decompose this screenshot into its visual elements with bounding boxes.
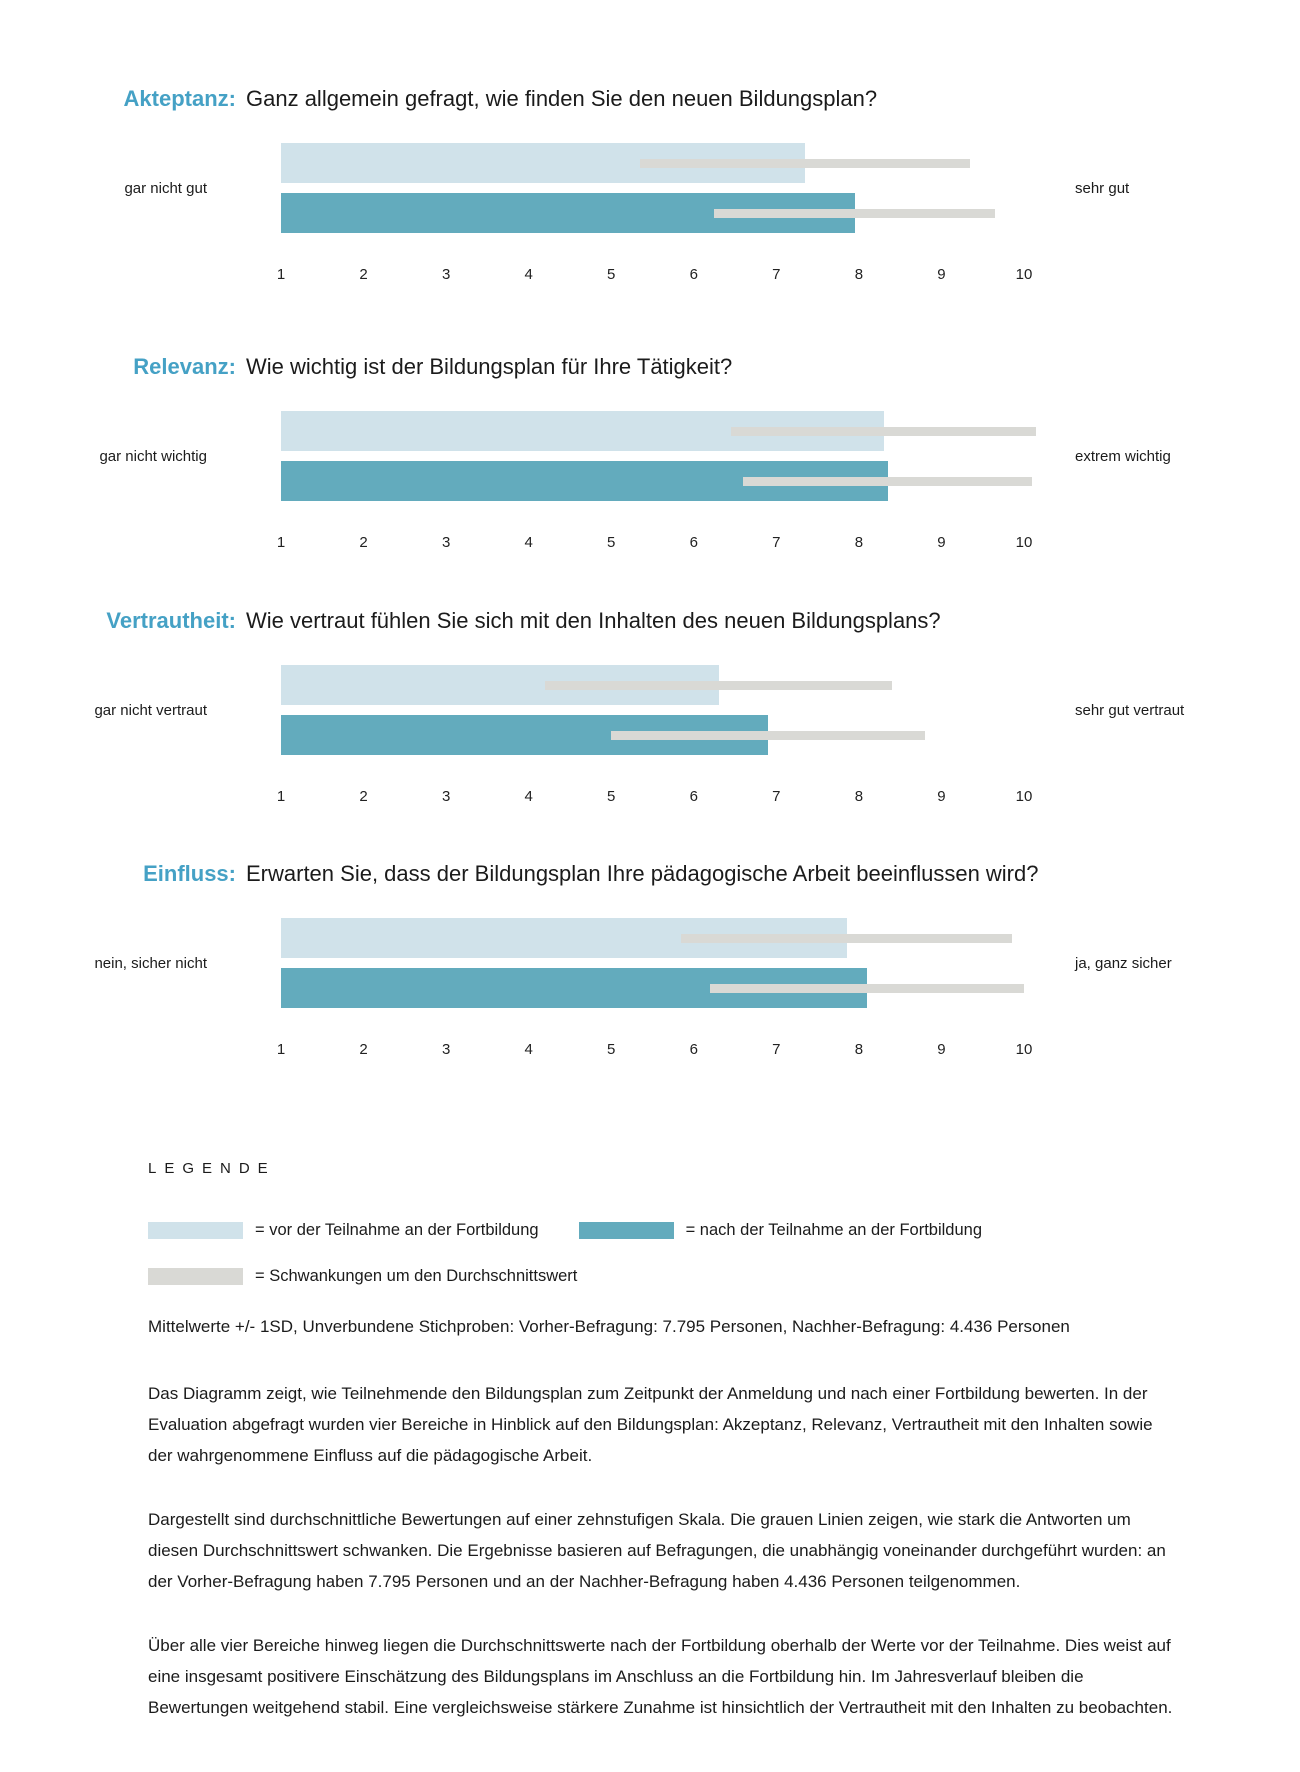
axis-tick-label: 1	[276, 788, 286, 805]
axis-tick-label: 9	[937, 534, 946, 551]
axis-tick-label: 9	[937, 788, 946, 805]
chart-section-akzeptanz	[0, 84, 1300, 294]
error-bar-before	[681, 934, 1011, 943]
chart-title-keyword: Einfluss:	[143, 861, 236, 886]
scale-label-left: nein, sicher nicht	[94, 954, 207, 972]
axis-tick-label: 8	[854, 788, 864, 805]
axis-tick-label: 3	[441, 788, 451, 805]
chart-title-question: Ganz allgemein gefragt, wie finden Sie den neuen Bildungsplan?	[246, 86, 878, 111]
error-bar-after	[710, 984, 1024, 993]
chart-title	[0, 606, 941, 636]
chart-title-question: Erwarten Sie, dass der Bildungsplan Ihre pädagogische Arbeit beeinflussen wird?	[246, 861, 1039, 886]
chart-title-keyword: Vertrautheit:	[106, 608, 236, 633]
scale-label-right: extrem wichtig	[1075, 447, 1171, 465]
legend-swatch-error	[148, 1268, 243, 1285]
axis	[276, 788, 1033, 806]
axis-tick-label: 1	[276, 266, 286, 283]
axis-tick-label: 8	[854, 266, 864, 283]
error-bar-before	[731, 427, 1036, 436]
error-bar-before	[640, 159, 970, 168]
axis-tick-label: 9	[937, 1041, 946, 1058]
scale-label-right: ja, ganz sicher	[1075, 954, 1172, 972]
legend-row-error	[148, 1267, 1218, 1286]
legend-swatch-before	[148, 1222, 243, 1239]
axis-tick-label: 1	[276, 534, 286, 551]
scale-label-right: sehr gut	[1075, 179, 1130, 197]
bar-row-before	[281, 411, 1024, 451]
bar-row-after	[281, 193, 1024, 233]
legend-swatch-after	[579, 1222, 674, 1239]
chart-section-vertrautheit	[0, 606, 1300, 816]
bar-track	[276, 411, 1033, 552]
legend-note: Mittelwerte +/- 1SD, Unverbundene Stichproben: Vorher-Befragung: 7.795 Personen, Nachher-Befragung: 4.436 Personen	[148, 1317, 1070, 1336]
axis-tick-label: 3	[441, 534, 451, 551]
description-paragraph: Dargestellt sind durchschnittliche Bewertungen auf einer zehnstufigen Skala. Die grauen Linien zeigen, wie stark die Antworten um diesen Durchschnittswert schwanken. Die Ergebnisse basieren auf Befragungen, die unabhängig voneinander durchgeführt wurden: an der Vorher-Befragung haben 7.795 Personen und an der Nachher-Befragung haben 4.436 Personen teilgenommen.	[148, 1510, 1166, 1591]
legend	[148, 1160, 1218, 1337]
axis-tick-label: 10	[1015, 534, 1033, 551]
axis-tick-label: 3	[441, 266, 451, 283]
axis-tick-label: 7	[772, 788, 781, 805]
axis-tick-label: 4	[524, 788, 533, 805]
bar-row-after	[281, 968, 1024, 1008]
chart-title-question: Wie wichtig ist der Bildungsplan für Ihre Tätigkeit?	[246, 354, 733, 379]
legend-label-after: = nach der Teilnahme an der Fortbildung	[685, 1221, 983, 1239]
description-paragraph: Das Diagramm zeigt, wie Teilnehmende den Bildungsplan zum Zeitpunkt der Anmeldung und nach einer Fortbildung bewerten. In der Evaluation abgefragt wurden vier Bereiche in Hinblick auf den Bildungsplan: Akzeptanz, Relevanz, Vertrautheit mit den Inhalten sowie der wahrgenommene Einfluss auf die pädagogische Arbeit.	[148, 1384, 1153, 1465]
axis-tick-label: 2	[359, 534, 368, 551]
error-bar-after	[743, 477, 1032, 486]
axis-tick-label: 7	[772, 534, 781, 551]
description-paragraph: Über alle vier Bereiche hinweg liegen die Durchschnittswerte nach der Fortbildung oberhalb der Werte vor der Teilnahme. Dies weist auf eine insgesamt positivere Einschätzung des Bildungsplans im Anschluss an die Fortbildung hin. Im Jahresverlauf bleiben die Bewertungen weitgehend stabil. Eine vergleichsweise stärkere Zunahme ist hinsichtlich der Vertrautheit mit den Inhalten zu beobachten.	[148, 1636, 1173, 1717]
axis-tick-label: 10	[1015, 266, 1033, 283]
chart-section-einfluss	[0, 859, 1300, 1069]
chart-title	[0, 84, 877, 114]
legend-label-error: = Schwankungen um den Durchschnittswert	[255, 1267, 578, 1285]
axis-tick-label: 3	[441, 1041, 451, 1058]
bar-row-before	[281, 143, 1024, 183]
scale-label-left: gar nicht wichtig	[99, 447, 207, 465]
chart-title	[0, 859, 1038, 889]
axis	[276, 266, 1033, 284]
error-bar-before	[545, 681, 892, 690]
chart-title-question: Wie vertraut fühlen Sie sich mit den Inhalten des neuen Bildungsplans?	[246, 608, 941, 633]
error-bar-after	[611, 731, 925, 740]
axis-tick-label: 5	[607, 266, 616, 283]
axis-tick-label: 1	[276, 1041, 286, 1058]
bar-row-after	[281, 461, 1024, 501]
axis-tick-label: 10	[1015, 788, 1033, 805]
scale-label-left: gar nicht vertraut	[94, 701, 207, 719]
legend-label-before: = vor der Teilnahme an der Fortbildung	[255, 1221, 539, 1239]
legend-heading: LEGENDE	[148, 1160, 276, 1177]
axis-tick-label: 7	[772, 1041, 781, 1058]
error-bar-after	[714, 209, 995, 218]
chart-title-keyword: Relevanz:	[133, 354, 236, 379]
axis-tick-label: 7	[772, 266, 781, 283]
bar-row-before	[281, 665, 1024, 705]
chart-title-keyword: Akteptanz:	[123, 86, 236, 111]
axis-tick-label: 5	[607, 1041, 616, 1058]
bar-row-before	[281, 918, 1024, 958]
scale-label-left: gar nicht gut	[124, 179, 207, 197]
axis-tick-label: 4	[524, 1041, 533, 1058]
axis-tick-label: 2	[359, 266, 368, 283]
axis-tick-label: 6	[689, 788, 698, 805]
axis-tick-label: 5	[607, 788, 616, 805]
axis-tick-label: 10	[1015, 1041, 1033, 1058]
bar-track	[276, 665, 1033, 806]
description	[148, 1378, 1173, 1756]
bar-track	[276, 143, 1033, 284]
legend-row-series	[148, 1221, 1218, 1240]
axis-tick-label: 5	[607, 534, 616, 551]
axis-tick-label: 8	[854, 1041, 864, 1058]
axis-tick-label: 6	[689, 1041, 698, 1058]
axis	[276, 534, 1033, 552]
chart-section-relevanz	[0, 352, 1300, 562]
axis	[276, 1041, 1033, 1059]
bar-track	[276, 918, 1033, 1059]
axis-tick-label: 9	[937, 266, 946, 283]
axis-tick-label: 2	[359, 1041, 368, 1058]
axis-tick-label: 2	[359, 788, 368, 805]
axis-tick-label: 6	[689, 534, 698, 551]
bar-row-after	[281, 715, 1024, 755]
axis-tick-label: 4	[524, 266, 533, 283]
axis-tick-label: 6	[689, 266, 698, 283]
axis-tick-label: 4	[524, 534, 533, 551]
scale-label-right: sehr gut vertraut	[1075, 701, 1185, 719]
axis-tick-label: 8	[854, 534, 864, 551]
chart-title	[0, 352, 732, 382]
